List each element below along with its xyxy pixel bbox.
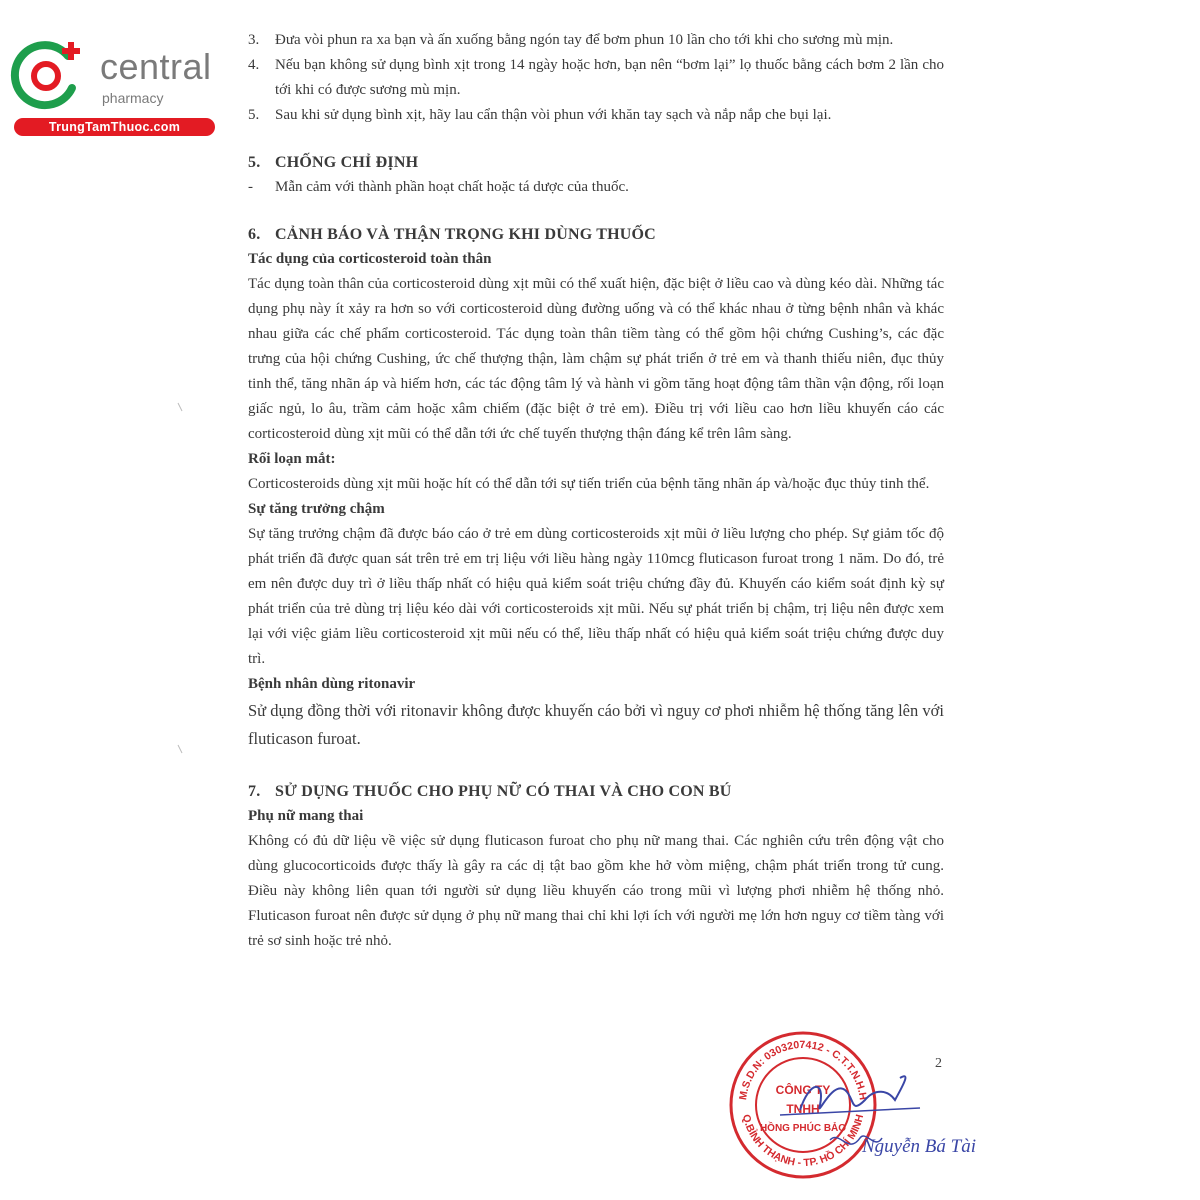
stamp-ring-bottom: Q.BÌNH THẠNH - TP. HỒ CHÍ MINH bbox=[739, 1113, 867, 1170]
central-pharmacy-logo[interactable] bbox=[10, 36, 215, 136]
subsection-heading: Bệnh nhân dùng ritonavir bbox=[248, 676, 416, 692]
scan-mark-icon bbox=[176, 744, 184, 754]
list-item-text: Sau khi sử dụng bình xịt, hãy lau cẩn thận vòi phun với khăn tay sạch và nắp nắp che bụi lại. bbox=[275, 107, 832, 123]
list-item bbox=[248, 103, 944, 128]
signature-name: Nguyễn Bá Tài bbox=[862, 1136, 976, 1157]
list-item-number: 5. bbox=[248, 107, 260, 123]
list-item bbox=[248, 53, 944, 103]
page-number: 2 bbox=[935, 1056, 942, 1071]
section-heading bbox=[248, 150, 944, 175]
logo-url-badge[interactable]: TrungTamThuoc.com bbox=[14, 118, 215, 136]
logo-mark-icon bbox=[10, 36, 96, 116]
list-item-text: Mẫn cảm với thành phần hoạt chất hoặc tá dược của thuốc. bbox=[275, 179, 629, 195]
list-item-text: Nếu bạn không sử dụng bình xịt trong 14 ngày hoặc hơn, bạn nên “bơm lại” lọ thuốc bằng cách bơm 2 lần cho tới khi có được sương mù mịn. bbox=[275, 57, 944, 98]
logo-brand-text: central bbox=[100, 46, 212, 87]
paragraph: Corticosteroids dùng xịt mũi hoặc hít có thể dẫn tới sự tiến triển của bệnh tăng nhãn áp và/hoặc đục thủy tinh thể. bbox=[248, 476, 930, 492]
stamp-line-1: CÔNG TY bbox=[775, 1083, 831, 1097]
list-item bbox=[248, 175, 944, 200]
section-title: SỬ DỤNG THUỐC CHO PHỤ NỮ CÓ THAI VÀ CHO CON BÚ bbox=[275, 783, 732, 800]
stamp-line-3: HỒNG PHÚC BẢO bbox=[759, 1123, 847, 1134]
subsection-heading: Phụ nữ mang thai bbox=[248, 808, 364, 824]
logo-subtitle: pharmacy bbox=[102, 90, 164, 106]
paragraph: Không có đủ dữ liệu về việc sử dụng fluticason furoat cho phụ nữ mang thai. Các nghiên cứu trên động vật cho dùng glucocorticoids được thấy là gây ra các dị tật bao gồm khe hở vòm miệng, chậm phát triển trong tử cung. Điều này không liên quan tới người sử dụng liều khuyến cáo trong mũi vì lượng phơi nhiễm hệ thống nhỏ. Fluticason furoat nên được sử dụng ở phụ nữ mang thai chỉ khi lợi ích với người mẹ lớn hơn nguy cơ tiềm tàng với trẻ sơ sinh hoặc trẻ nhỏ. bbox=[248, 833, 944, 949]
stamp-ring-top: M.S.D.N: 0303207412 - C.T.T.N.H.H bbox=[737, 1038, 869, 1101]
paragraph: Tác dụng toàn thân của corticosteroid dùng xịt mũi có thể xuất hiện, đặc biệt ở liều cao và dùng kéo dài. Những tác dụng phụ này ít xảy ra hơn so với corticosteroid dùng đường uống và có thể khác nhau ở từng bệnh nhân và khác nhau giữa các chế phẩm corticosteroid. Tác dụng toàn thân tiềm tàng có thể gồm hội chứng Cushing’s, các đặc trưng của hội chứng Cushing, ức chế thượng thận, làm chậm sự phát triển ở trẻ em và thanh thiếu niên, đục thủy tinh thể, tăng nhãn áp và hiếm hơn, các tác động tâm lý và hành vi gồm tăng hoạt động tâm thần vận động, rối loạn giấc ngủ, lo âu, trầm cảm hoặc xâm chiếm (đặc biệt ở trẻ em). Điều trị với liều cao hơn liều khuyến cáo các corticosteroid dùng xịt mũi có thể dẫn tới ức chế tuyến thượng thận đáng kể trên lâm sàng. bbox=[248, 276, 944, 442]
subsection-heading: Tác dụng của corticosteroid toàn thân bbox=[248, 251, 492, 267]
document-body bbox=[248, 28, 944, 954]
section-number: 7. bbox=[248, 783, 261, 800]
section-number: 5. bbox=[248, 154, 261, 171]
list-item-text: Đưa vòi phun ra xa bạn và ấn xuống bằng ngón tay để bơm phun 10 lần cho tới khi cho sương mù mịn. bbox=[275, 32, 894, 48]
paragraph: Sử dụng đồng thời với ritonavir không được khuyến cáo bởi vì nguy cơ phơi nhiễm hệ thống tăng lên với fluticason furoat. bbox=[248, 701, 944, 748]
section-title: CẢNH BÁO VÀ THẬN TRỌNG KHI DÙNG THUỐC bbox=[275, 226, 656, 243]
list-item bbox=[248, 28, 944, 53]
bullet-dash: - bbox=[248, 179, 253, 195]
subsection-heading: Sự tăng trưởng chậm bbox=[248, 501, 385, 517]
scan-mark-icon bbox=[176, 402, 184, 412]
section-heading bbox=[248, 222, 944, 247]
list-item-number: 4. bbox=[248, 57, 260, 73]
list-item-number: 3. bbox=[248, 32, 260, 48]
subsection-heading: Rối loạn mắt: bbox=[248, 451, 336, 467]
paragraph: Sự tăng trưởng chậm đã được báo cáo ở trẻ em dùng corticosteroids xịt mũi ở liều lượng cho phép. Sự giảm tốc độ phát triển đã được quan sát trên trẻ em trị liệu với liều hàng ngày 110mcg fluticason furoat trong 1 năm. Do đó, trẻ em nên được duy trì ở liều thấp nhất có hiệu quả kiểm soát triệu chứng đầy đủ. Khuyến cáo kiểm soát định kỳ sự phát triển của trẻ dùng trị liệu kéo dài với corticosteroids xịt mũi. Nếu sự phát triển bị chậm, trị liệu nên được xem lại với việc giảm liều corticosteroid xịt mũi nếu có thể, liều thấp nhất có hiệu quả kiểm soát triệu chứng được duy trì. bbox=[248, 526, 944, 667]
section-number: 6. bbox=[248, 226, 261, 243]
section-title: CHỐNG CHỈ ĐỊNH bbox=[275, 154, 419, 171]
stamp-line-2: TNHH bbox=[786, 1102, 820, 1116]
section-heading bbox=[248, 779, 944, 804]
